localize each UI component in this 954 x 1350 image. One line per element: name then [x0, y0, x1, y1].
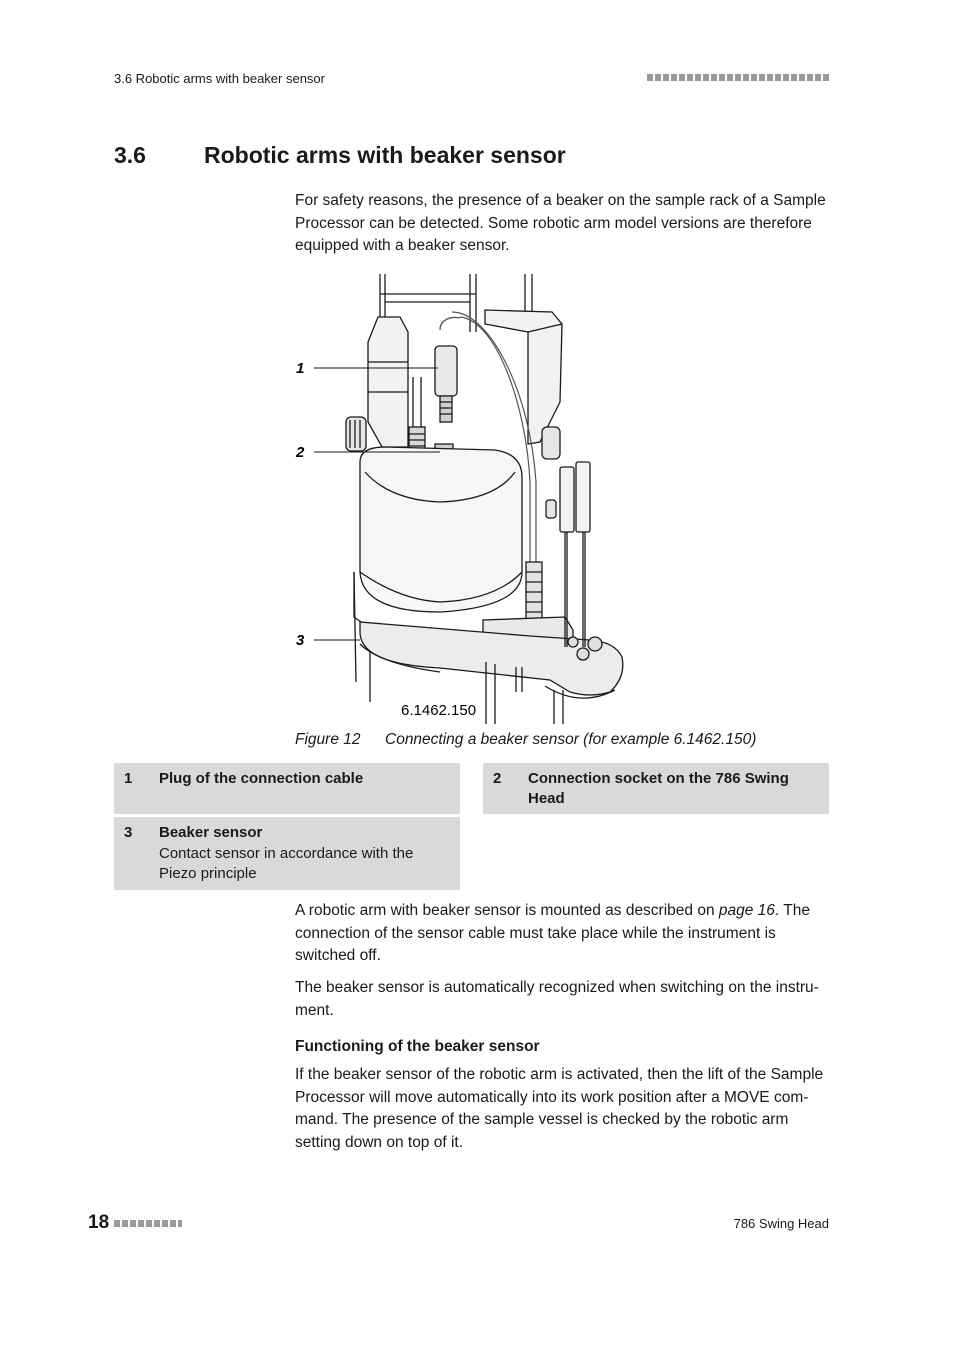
page-number: 18 — [88, 1212, 110, 1233]
figure-beaker-sensor — [290, 272, 635, 727]
robotic-arm-illustration — [290, 272, 635, 727]
callout-3: 3 — [296, 632, 305, 649]
mounting-text: A robotic arm with beaker sensor is mounted as described on — [295, 902, 719, 919]
legend-number: 3 — [124, 824, 133, 841]
figure-caption-label: Figure 12 — [295, 731, 361, 748]
page-reference-link[interactable]: page 16 — [718, 902, 775, 919]
footer-decoration — [114, 1220, 182, 1227]
recognition-paragraph: The beaker sensor is automatically recognized when switching on the instru-ment. — [295, 979, 819, 1019]
mounting-text-end: . The connection of the sensor cable must take place while the instrument is switched off. — [295, 902, 810, 964]
legend-item-2 — [483, 763, 829, 814]
header-decoration — [647, 74, 829, 81]
legend-number: 1 — [124, 770, 133, 787]
legend-title: Connection socket on the 786 Swing Head — [528, 770, 789, 807]
legend-number: 2 — [493, 770, 502, 787]
mounting-paragraph — [295, 900, 830, 968]
legend-title: Plug of the connection cable — [159, 770, 364, 787]
subheading-functioning: Functioning of the beaker sensor — [295, 1038, 540, 1055]
part-number-label: 6.1462.150 — [401, 702, 477, 719]
legend-description: Contact sensor in accordance with the Piezo principle — [159, 845, 414, 882]
running-header: 3.6 Robotic arms with beaker sensor — [114, 71, 325, 86]
legend-title: Beaker sensor — [159, 824, 263, 841]
footer-product-name: 786 Swing Head — [733, 1216, 829, 1231]
callout-1: 1 — [296, 360, 305, 377]
functioning-paragraph: If the beaker sensor of the robotic arm is activated, then the lift of the Sample Processor will move automatically into its work position after a MOVE com-mand. The presence of the sample vessel is checked by the robotic arm setting down on top of it. — [295, 1066, 824, 1151]
legend-item-1 — [114, 763, 460, 814]
figure-caption-text: Connecting a beaker sensor (for example 6.1462.150) — [385, 731, 757, 748]
legend-item-3 — [114, 817, 460, 890]
intro-paragraph: For safety reasons, the presence of a beaker on the sample rack of a Sample Processor can be detected. Some robotic arm model versions are therefore equipped with a beaker sensor. — [295, 192, 826, 254]
section-title: Robotic arms with beaker sensor — [204, 142, 566, 168]
section-number: 3.6 — [114, 142, 146, 168]
callout-2: 2 — [296, 444, 305, 461]
figure-caption — [295, 731, 756, 749]
